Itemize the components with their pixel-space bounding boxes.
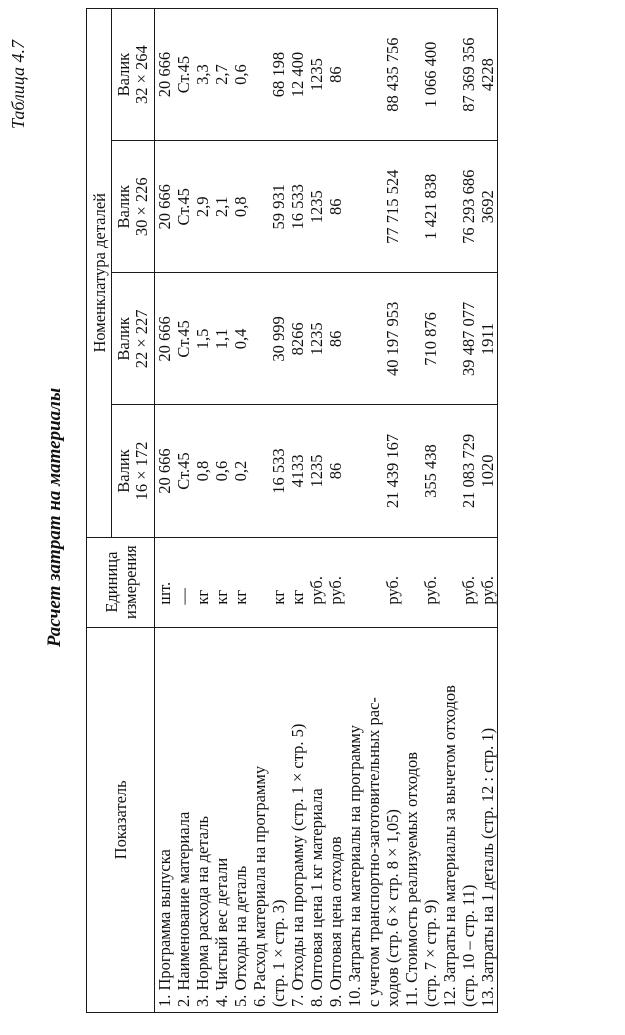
row-value [212, 273, 231, 405]
row-value-text: 20 666 [155, 448, 174, 494]
row-indicator-line: 4. Чистый вес детали [212, 857, 231, 1007]
row-value [231, 405, 250, 537]
row-value [402, 405, 440, 537]
row-indicator [250, 627, 288, 1012]
row-unit [345, 537, 402, 627]
row-value [478, 141, 498, 273]
row-indicator-line: (стр. 1 × стр. 3) [269, 899, 288, 1007]
row-value-text: 0,4 [231, 328, 250, 350]
row-unit-text: руб. [478, 576, 497, 605]
row-indicator [440, 627, 478, 1012]
row-indicator-line: с учетом транспортно-заготовительных рас- [364, 697, 383, 1007]
row-unit-text: кг [231, 589, 250, 605]
row-indicator [478, 627, 498, 1012]
header-item-name: Валик [114, 449, 133, 493]
row-value-text: 21 083 729 [459, 433, 478, 509]
row-value-text: 4133 [288, 454, 307, 488]
row-value [440, 141, 478, 273]
row-value [440, 9, 478, 141]
header-item-name: Валик [114, 52, 133, 97]
row-value-text: Ст.45 [174, 320, 193, 358]
row-value [231, 9, 250, 141]
row-value [155, 405, 175, 537]
row-indicator-line: (стр. 7 × стр. 9) [421, 899, 440, 1007]
row-value-text: 68 198 [269, 51, 288, 98]
row-value [288, 141, 307, 273]
row-value-text: 86 [326, 66, 345, 83]
row-indicator-line: 13. Затраты на 1 деталь (стр. 12 : стр. 1) [478, 727, 497, 1007]
header-item [112, 141, 155, 273]
row-value-text: 76 293 686 [459, 169, 478, 244]
row-indicator [212, 627, 231, 1012]
table-row [174, 9, 193, 1013]
header-item-size: 30 × 226 [132, 177, 151, 237]
row-unit-text: руб. [326, 576, 345, 605]
header-item [112, 273, 155, 405]
row-value-text: 40 197 953 [383, 301, 402, 376]
row-value [478, 273, 498, 405]
row-value [345, 405, 402, 537]
row-value-text: 39 487 077 [459, 301, 478, 376]
row-unit-text: руб. [307, 576, 326, 605]
row-unit-text: — [174, 588, 193, 605]
row-unit [155, 537, 175, 627]
row-unit-text: шт. [155, 581, 174, 605]
row-indicator-line: 1. Программа выпуска [155, 849, 174, 1007]
table-row [478, 9, 498, 1013]
row-indicator [155, 627, 175, 1012]
row-value-text: 355 438 [421, 444, 440, 498]
row-value [250, 141, 288, 273]
row-unit [478, 537, 498, 627]
row-value-text: 86 [326, 330, 345, 348]
row-value-text: 1 421 838 [421, 173, 440, 240]
row-value [345, 9, 402, 141]
table-row [402, 9, 440, 1013]
row-value [212, 9, 231, 141]
table-row [231, 9, 250, 1013]
row-indicator-line: 6. Расход материала на программу [250, 765, 269, 1007]
row-indicator-line: 7. Отходы на программу (стр. 1 × стр. 5) [288, 723, 307, 1007]
row-value-text: 21 439 167 [383, 433, 402, 509]
row-value [307, 273, 326, 405]
row-value [326, 141, 345, 273]
row-value-text: 1235 [307, 322, 326, 356]
row-value-text: 1235 [307, 454, 326, 488]
row-value [212, 141, 231, 273]
row-value [193, 405, 212, 537]
row-indicator-line: 10. Затраты на материалы на программу [345, 724, 364, 1007]
row-unit-text: руб. [421, 576, 440, 605]
row-value-text: 3692 [478, 190, 497, 224]
row-indicator [288, 627, 307, 1012]
row-value-text: 1020 [478, 454, 497, 488]
row-unit-text: кг [269, 589, 288, 605]
row-value [326, 273, 345, 405]
table-body [155, 9, 498, 1013]
row-indicator-line: 5. Отходы на деталь [231, 865, 250, 1007]
header-item [112, 9, 155, 141]
row-value-text: 0,8 [193, 460, 212, 482]
header-item-size: 32 × 264 [132, 45, 151, 104]
table-row [345, 9, 402, 1013]
row-value [402, 141, 440, 273]
row-value-text: 20 666 [155, 316, 174, 362]
row-value [174, 273, 193, 405]
row-value [231, 141, 250, 273]
row-value-text: Ст.45 [174, 188, 193, 226]
row-value-text: 1911 [478, 322, 497, 356]
row-value [402, 9, 440, 141]
row-value [193, 9, 212, 141]
row-value-text: 710 876 [421, 312, 440, 366]
row-value [326, 9, 345, 141]
header-unit [87, 537, 155, 627]
row-value [250, 273, 288, 405]
row-value [155, 273, 175, 405]
row-value [174, 405, 193, 537]
table-row [326, 9, 345, 1013]
row-indicator [193, 627, 212, 1012]
materials-cost-table [86, 8, 498, 1013]
row-value-text: 86 [326, 462, 345, 480]
table-title: Расчет затрат на материалы [44, 387, 65, 648]
row-unit [174, 537, 193, 627]
row-value-text: 2,1 [212, 196, 231, 218]
row-value [212, 405, 231, 537]
table-header [87, 9, 155, 1013]
row-value [345, 273, 402, 405]
header-item-size: 22 × 227 [132, 309, 151, 369]
row-value-text: 1235 [307, 190, 326, 224]
row-value-text: 59 931 [269, 184, 288, 230]
row-unit-text: кг [288, 589, 307, 605]
row-value-text: 1,5 [193, 328, 212, 350]
row-indicator-line: (стр. 10 – стр. 11) [459, 884, 478, 1007]
header-unit-line: Единица [101, 551, 121, 613]
row-value-text: 12 400 [288, 51, 307, 98]
row-value [193, 273, 212, 405]
row-value [288, 405, 307, 537]
row-value [288, 9, 307, 141]
table-row [212, 9, 231, 1013]
table-number: Таблица 4.7 [8, 40, 28, 130]
row-indicator-line: 12. Затраты на материалы за вычетом отходов [440, 685, 459, 1007]
row-value [231, 273, 250, 405]
row-value-text: 1235 [307, 58, 326, 92]
row-unit [402, 537, 440, 627]
row-value-text: 0,6 [212, 460, 231, 482]
row-indicator-line: 3. Норма расхода на деталь [193, 816, 212, 1007]
row-unit [288, 537, 307, 627]
table-row [193, 9, 212, 1013]
row-value-text: 87 369 356 [459, 37, 478, 112]
row-value [174, 141, 193, 273]
table-row [440, 9, 478, 1013]
row-indicator-line: 8. Оптовая цена 1 кг материала [307, 788, 326, 1007]
row-value [478, 9, 498, 141]
row-value [402, 273, 440, 405]
row-value [440, 405, 478, 537]
row-value-text: 1,1 [212, 328, 231, 350]
row-value [345, 141, 402, 273]
row-value [307, 141, 326, 273]
row-unit [193, 537, 212, 627]
header-item-name: Валик [114, 317, 133, 361]
row-value-text: 86 [326, 198, 345, 215]
row-unit [231, 537, 250, 627]
row-value [478, 405, 498, 537]
row-indicator [402, 627, 440, 1012]
row-unit-text: руб. [383, 576, 402, 605]
row-unit-text: кг [193, 589, 212, 605]
row-unit [326, 537, 345, 627]
row-value [250, 9, 288, 141]
header-item-size: 16 × 172 [132, 441, 151, 501]
row-value [307, 9, 326, 141]
row-value [155, 9, 175, 141]
row-value [288, 273, 307, 405]
row-value [440, 273, 478, 405]
table-row [307, 9, 326, 1013]
row-unit-text: кг [212, 589, 231, 605]
row-value-text: 4228 [478, 58, 497, 92]
row-value [326, 405, 345, 537]
header-item-name: Валик [114, 184, 133, 229]
table-row [288, 9, 307, 1013]
row-indicator [345, 627, 402, 1012]
row-value-text: 88 435 756 [383, 37, 402, 112]
row-value-text: 16 533 [288, 184, 307, 230]
row-value-text: 20 666 [155, 184, 174, 230]
row-indicator-line: 2. Наименование материала [174, 811, 193, 1007]
row-indicator [307, 627, 326, 1012]
row-value-text: 2,9 [193, 196, 212, 218]
header-item [112, 405, 155, 537]
header-indicator: Показатель [87, 627, 155, 1012]
row-value [174, 9, 193, 141]
header-nomenclature: Номенклатура деталей [87, 9, 112, 538]
header-unit-line: измерения [120, 545, 140, 619]
row-value-text: 1 066 400 [421, 41, 440, 108]
row-value [155, 141, 175, 273]
row-indicator [326, 627, 345, 1012]
row-value-text: 2,7 [212, 64, 231, 85]
row-value-text: 30 999 [269, 316, 288, 362]
row-indicator [174, 627, 193, 1012]
row-indicator-line: ходов (стр. 6 × стр. 8 × 1,05) [383, 809, 402, 1007]
row-unit [250, 537, 288, 627]
row-value-text: Ст.45 [174, 55, 193, 94]
row-value-text: Ст.45 [174, 452, 193, 490]
row-value-text: 3,3 [193, 64, 212, 85]
table-row [155, 9, 175, 1013]
row-value-text: 0,8 [231, 196, 250, 218]
row-value-text: 0,2 [231, 460, 250, 482]
table-row [250, 9, 288, 1013]
row-indicator [231, 627, 250, 1012]
row-value [307, 405, 326, 537]
row-value-text: 8266 [288, 322, 307, 356]
row-value [250, 405, 288, 537]
row-unit [307, 537, 326, 627]
row-value-text: 16 533 [269, 448, 288, 494]
row-indicator-line: 11. Стоимость реализуемых отходов [402, 751, 421, 1007]
row-value-text: 77 715 524 [383, 169, 402, 244]
row-unit-text: руб. [459, 576, 478, 605]
row-value-text: 20 666 [155, 51, 174, 98]
row-unit [440, 537, 478, 627]
row-value-text: 0,6 [231, 64, 250, 85]
row-indicator-line: 9. Оптовая цена отходов [326, 836, 345, 1007]
row-value [193, 141, 212, 273]
row-unit [212, 537, 231, 627]
